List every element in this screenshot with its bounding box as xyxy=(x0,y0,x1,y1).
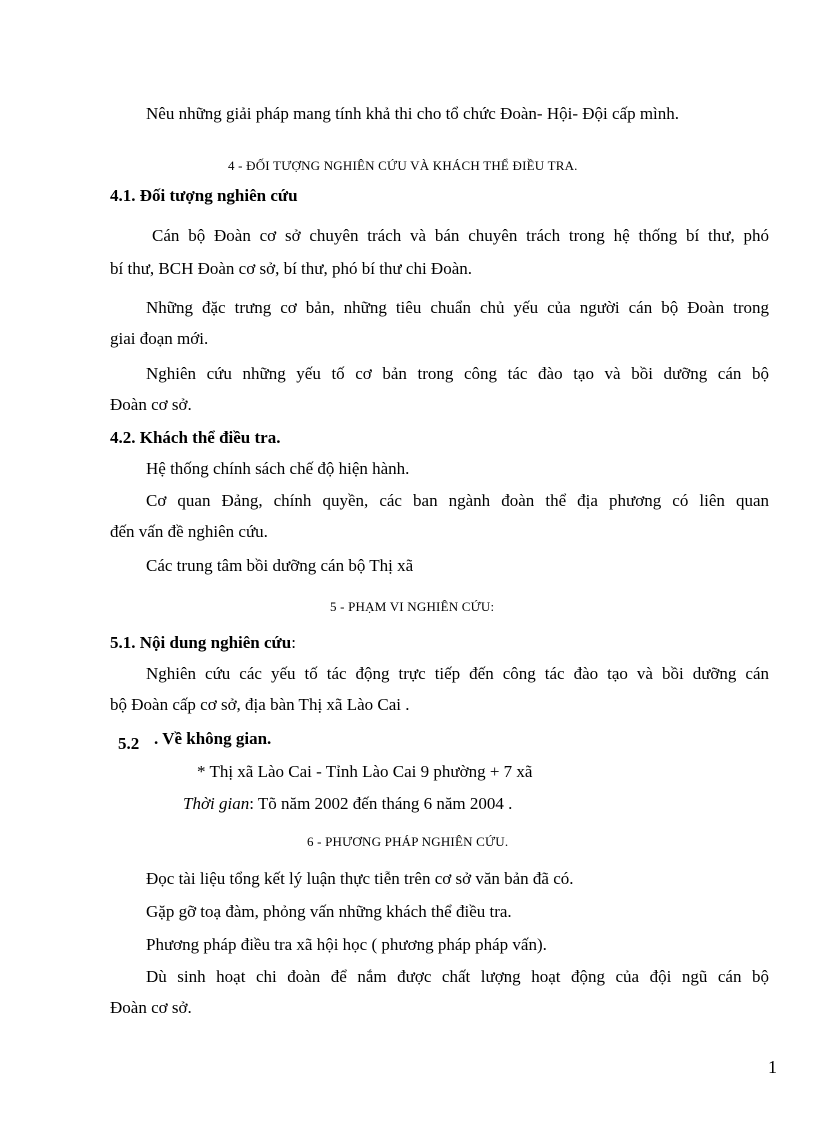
paragraph-line: Phương pháp điều tra xã hội học ( phương pháp pháp vấn). xyxy=(146,935,547,954)
scope-time-line xyxy=(183,794,512,814)
page-number: 1 xyxy=(768,1057,777,1077)
paragraph-line: Dù sinh hoạt chi đoàn để nắm được chất lượng hoạt động của đội ngũ cán bộ xyxy=(146,967,769,986)
scope-space-line: * Thị xã Lào Cai - Tỉnh Lào Cai 9 phường + 7 xã xyxy=(197,762,533,781)
paragraph-solutions: Nêu những giải pháp mang tính khả thi cho tổ chức Đoàn- Hội- Đội cấp mình. xyxy=(146,104,680,123)
subheading-4-2: 4.2. Khách thể điều tra. xyxy=(110,428,281,447)
section-heading-6: 6 - PHƯƠNG PHÁP NGHIÊN CỨU. xyxy=(307,834,509,849)
paragraph-line: bộ Đoàn cấp cơ sở, địa bàn Thị xã Lào Cai . xyxy=(110,695,410,714)
paragraph-line: Những đặc trưng cơ bản, những tiêu chuẩn chủ yếu của người cán bộ Đoàn trong xyxy=(146,298,769,317)
subheading-4-1: 4.1. Đối tượng nghiên cứu xyxy=(110,186,298,205)
subheading-5-2-number: 5.2 xyxy=(118,734,140,753)
paragraph-line: Hệ thống chính sách chế độ hiện hành. xyxy=(146,459,410,478)
paragraph-line: giai đoạn mới. xyxy=(110,329,209,348)
paragraph-line: Nghiên cứu các yếu tố tác động trực tiếp đến công tác đào tạo và bồi dưỡng cán xyxy=(146,664,769,683)
paragraph-line: Đoàn cơ sở. xyxy=(110,395,192,414)
subheading-5-1-colon: : xyxy=(291,633,296,652)
section-heading-4: 4 - ĐỐI TƯỢNG NGHIÊN CỨU VÀ KHÁCH THỂ ĐIỀU TRA. xyxy=(228,158,578,173)
paragraph-line: đến vấn đề nghiên cứu. xyxy=(110,522,268,541)
paragraph-line: Đoàn cơ sở. xyxy=(110,998,192,1017)
subheading-5-2-title: . Về không gian. xyxy=(154,729,272,748)
time-label: Thời gian xyxy=(183,794,250,813)
paragraph-line: Nghiên cứu những yếu tố cơ bản trong công tác đào tạo và bồi dưỡng cán bộ xyxy=(146,364,769,383)
subheading-5-1 xyxy=(110,633,296,653)
paragraph-line: bí thư, BCH Đoàn cơ sở, bí thư, phó bí thư chi Đoàn. xyxy=(110,259,472,278)
paragraph-line: Cơ quan Đảng, chính quyền, các ban ngành đoàn thể địa phương có liên quan xyxy=(146,491,769,510)
paragraph-line: Đọc tài liệu tổng kết lý luận thực tiễn trên cơ sở văn bản đã có. xyxy=(146,869,574,888)
time-value: : Tõ năm 2002 đến tháng 6 năm 2004 . xyxy=(249,794,513,813)
section-heading-5: 5 - PHẠM VI NGHIÊN CỨU: xyxy=(330,599,495,614)
paragraph-line: Cán bộ Đoàn cơ sở chuyên trách và bán chuyên trách trong hệ thống bí thư, phó xyxy=(152,226,769,245)
paragraph-line: Các trung tâm bồi dưỡng cán bộ Thị xã xyxy=(146,556,414,575)
subheading-5-1-title: 5.1. Nội dung nghiên cứu xyxy=(110,633,292,652)
paragraph-line: Gặp gỡ toạ đàm, phỏng vấn những khách thể điều tra. xyxy=(146,902,512,921)
